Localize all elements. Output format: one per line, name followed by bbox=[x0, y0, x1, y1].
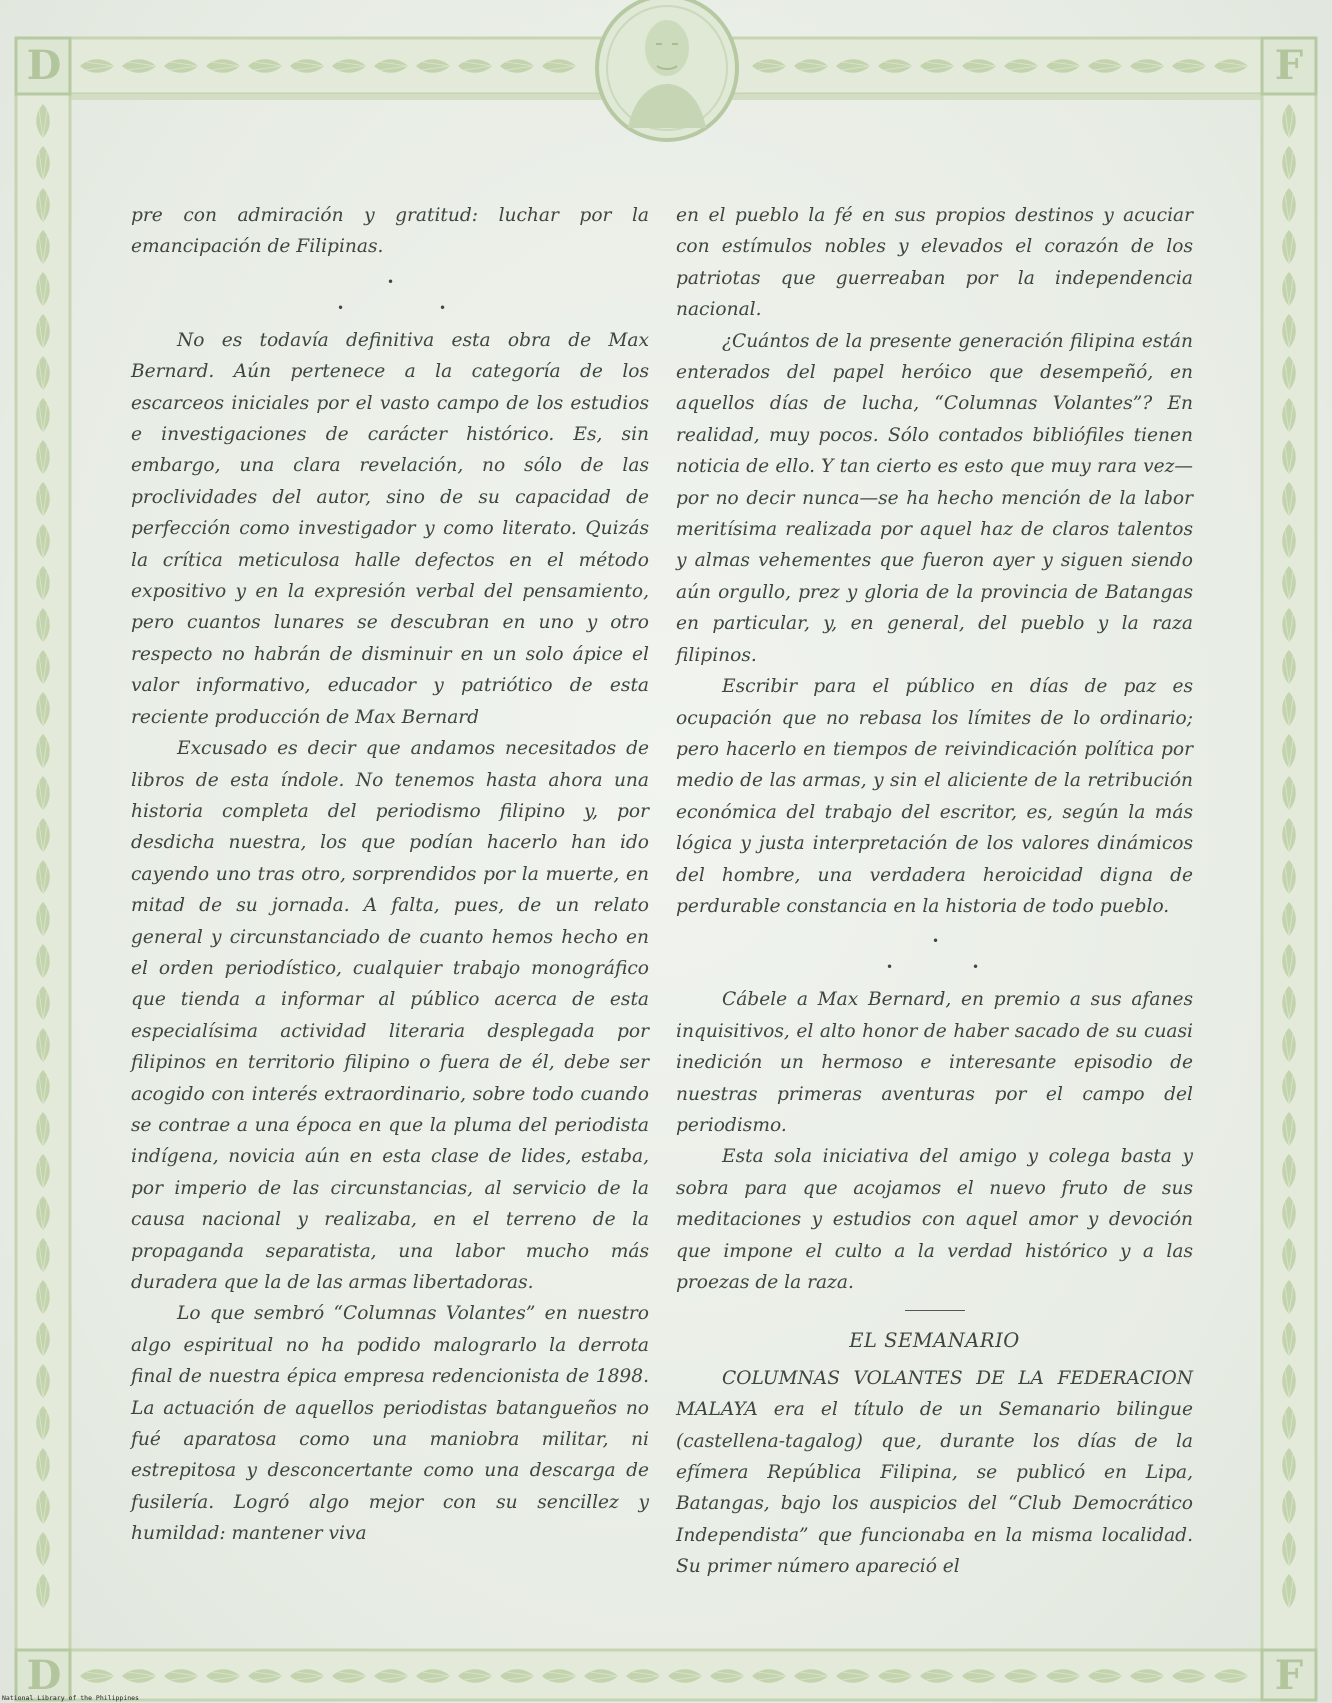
right-paragraph-1: en el pueblo la fé en sus propios destinos y acuciar con estímulos nobles y elevados el corazón de los patriotas que guerreaban por la independencia nacional. bbox=[676, 205, 1193, 321]
corner-letter-top-right: F bbox=[1274, 42, 1304, 89]
right-paragraph-4: Cábele a Max Bernard, en premio a sus afanes inquisitivos, el alto honor de haber sacado de su cuasi inedición un hermoso e interesante episodio de nuestras primeras aventuras por el campo del periodismo. bbox=[676, 989, 1193, 1136]
library-credit: National Library of the Philippines bbox=[2, 1694, 139, 1702]
right-paragraph-5: Esta sola iniciativa del amigo y colega basta y sobra para que acojamos el nuevo fruto de sus meditaciones y estudios con aquel amor y devoción que impone el culto a la verdad histórico y a las proezas de la raza. bbox=[676, 1146, 1193, 1293]
right-paragraph-6: COLUMNAS VOLANTES DE LA FEDERACION MALAYA era el título de un Semanario bilingue (castellena-tagalog) que, durante los días de la efímera República Filipina, se publicó en Lipa, Batangas, bajo los auspicios del “Club Democrático Independista” que funcionaba en la misma localidad. Su primer número apareció el bbox=[676, 1367, 1193, 1578]
left-paragraph-4: Lo que sembró “Columnas Volantes” en nuestro algo espiritual no ha podido malograrlo la derrota final de nuestra épica empresa redencionista de 1898. La actuación de aquellos periodistas batangueños no fué aparatosa como una maniobra militar, ni estrepitosa y desconcertante como una descarga de fusilería. Logró algo mejor con su sencillez y humildad: mantener viva bbox=[131, 1303, 649, 1545]
right-paragraph-2: ¿Cuántos de la presente generación filipina están enterados del papel heróico que desempeñó, en aquellos días de lucha, “Columnas Volantes”? En realidad, muy pocos. Sólo contados bibliófiles tienen noticia de ello. Y tan cierto es esto que muy rara vez—por no decir nunca—se ha hecho mención de la labor meritísima realizada por aquel haz de claros talentos y almas vehementes que fueron ayer y siguen siendo aún orgullo, prez y gloria de la provincia de Batangas en particular, y, en general, del pueblo y la raza filipinos. bbox=[676, 330, 1193, 666]
section-break-stars: • • • bbox=[886, 934, 980, 975]
section-heading: EL SEMANARIO bbox=[849, 1329, 1020, 1353]
section-break-stars: • • • bbox=[337, 274, 447, 315]
corner-letter-bottom-left: D bbox=[26, 1652, 62, 1699]
left-paragraph-3: Excusado es decir que andamos necesitados de libros de esta índole. No tenemos hasta ahora una historia completa del periodismo filipino y, por desdicha nuestra, los que podían hacerlo han ido cayendo uno tras otro, sorprendidos por la muerte, en mitad de su jornada. A falta, pues, de un relato general y circunstanciado de cuanto hemos hecho en el orden periodístico, cualquier trabajo monográfico que tienda a informar al público acerca de esta especialísima actividad literaria desplegada por filipinos en territorio filipino o fuera de él, debe ser acogido con interés extraordinario, sobre todo cuando se contrae a una época en que la pluma del periodista indígena, novicia aún en esta clase de lides, estaba, por imperio de las circunstancias, al servicio de la causa nacional y realizaba, en el terreno de la propaganda separatista, una labor mucho más duradera que la de las armas libertadoras. bbox=[131, 738, 649, 1293]
left-paragraph-1: pre con admiración y gratitud: luchar por la emancipación de Filipinas. bbox=[131, 205, 649, 258]
right-text-column bbox=[676, 200, 1193, 1583]
left-text-column bbox=[131, 200, 649, 1550]
left-paragraph-2: No es todavía definitiva esta obra de Max Bernard. Aún pertenece a la categoría de los escarceos iniciales por el vasto campo de los estudios e investigaciones de carácter histórico. Es, sin embargo, una clara revelación, no sólo de las proclividades del autor, sino de su capacidad de perfección como investigador y como literato. Quizás la crítica meticulosa halle defectos en el método expositivo y en la expresión verbal del pensamiento, pero cuantos lunares se descubran en uno y otro respecto no habrán de disminuir en un solo ápice el valor informativo, educador y patriótico de esta reciente producción de Max Bernard bbox=[131, 329, 649, 728]
portrait-medallion-icon bbox=[597, 0, 737, 140]
right-paragraph-3: Escribir para el público en días de paz es ocupación que no rebasa los límites de lo ordinario; pero hacerlo en tiempos de reivindicación política por medio de las armas, y sin el aliciente de la retribución económica del trabajo del escritor, es, según la más lógica y justa interpretación de los valores dinámicos del hombre, una verdadera heroicidad digna de perdurable constancia en la historia de todo pueblo. bbox=[676, 676, 1193, 917]
corner-letter-top-left: D bbox=[26, 42, 62, 89]
section-divider bbox=[905, 1310, 965, 1311]
corner-letter-bottom-right: F bbox=[1274, 1652, 1304, 1699]
